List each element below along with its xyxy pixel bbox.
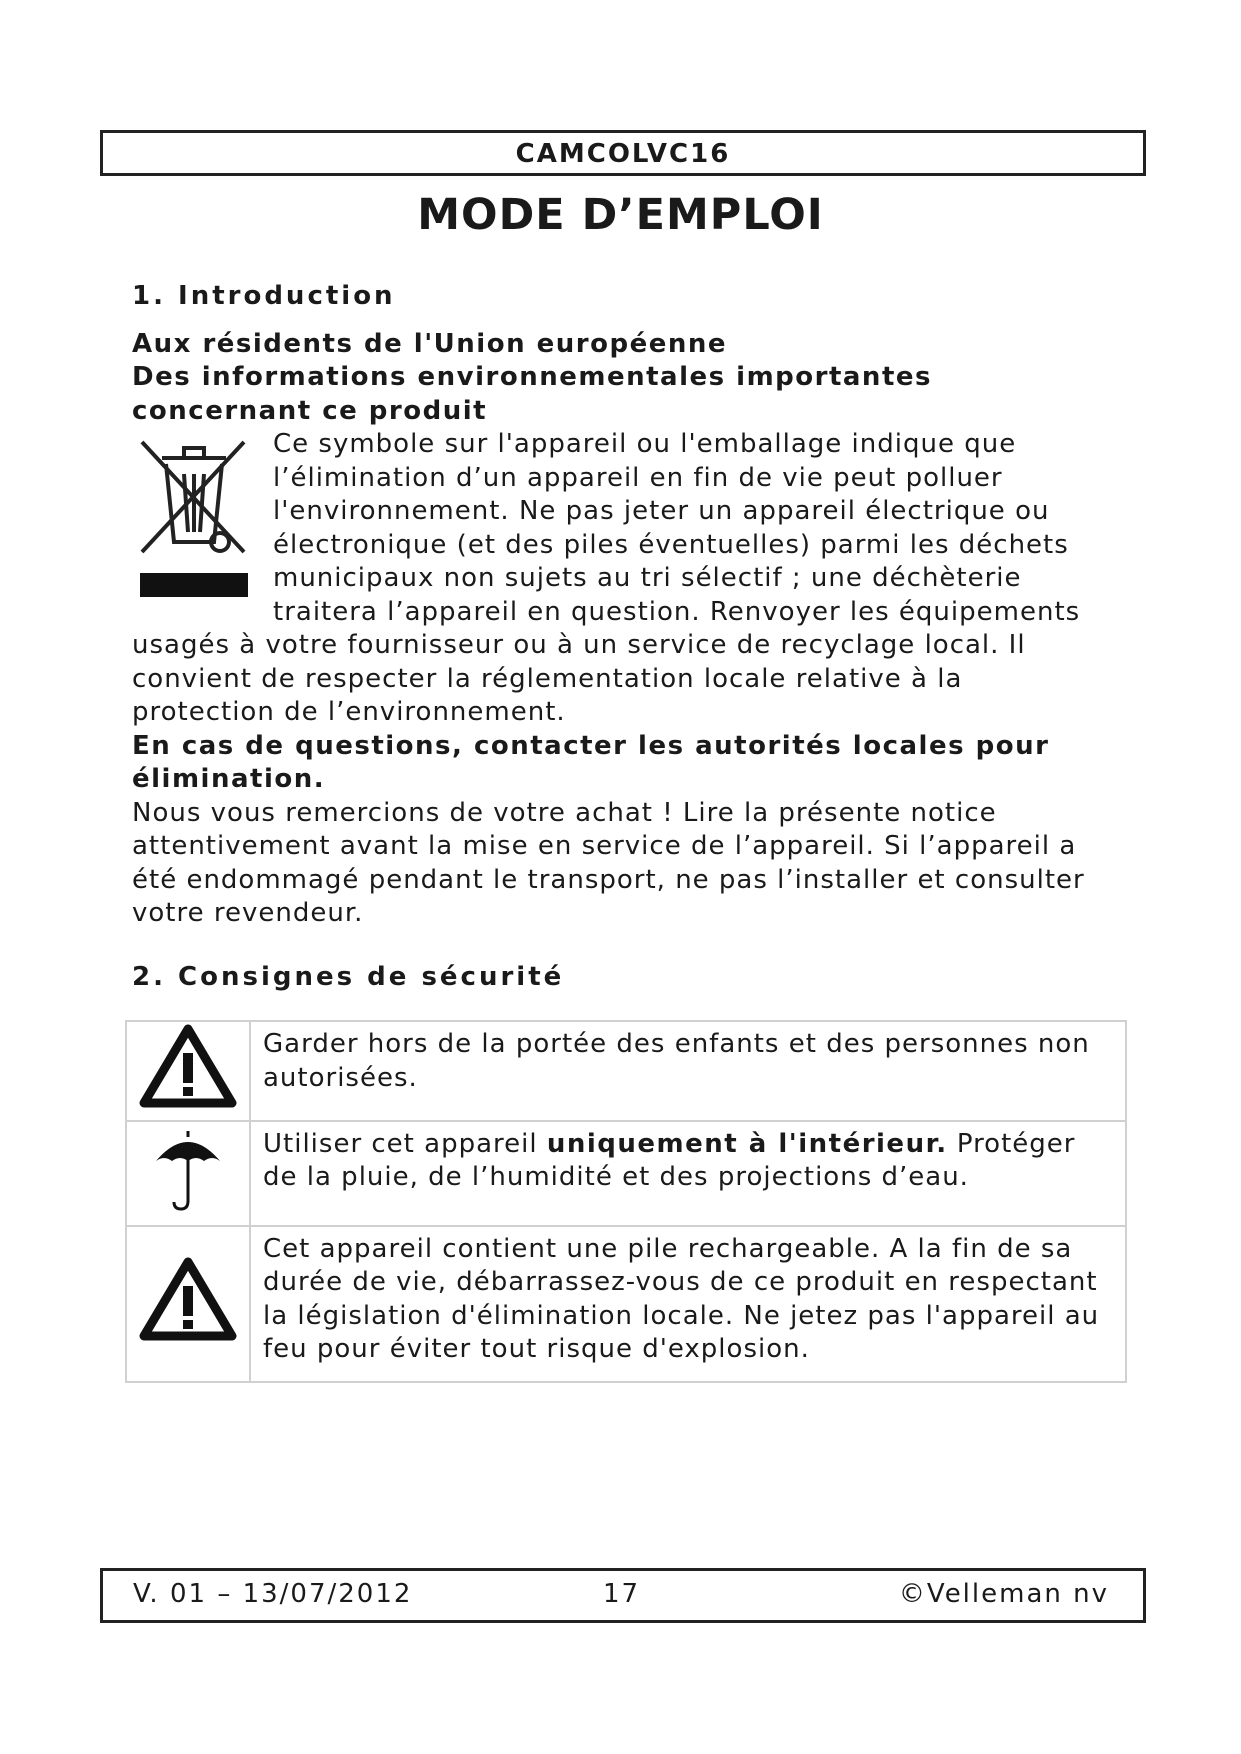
safety-text: Garder hors de la portée des enfants et des personnes non autorisées. — [250, 1021, 1126, 1121]
crossed-bin-icon — [132, 434, 252, 569]
page-title: MODE D’EMPLOI — [417, 190, 824, 240]
safety-row — [126, 1121, 1126, 1226]
safety-row — [126, 1021, 1126, 1121]
safety-table — [125, 1020, 1127, 1383]
environment-info-heading: Des informations environnementales importantes concernant ce produit — [132, 362, 932, 426]
main-content — [132, 280, 1112, 994]
umbrella-icon — [148, 1123, 228, 1213]
section-2-heading: 2. Consignes de sécurité — [132, 961, 565, 992]
weee-symbol — [132, 428, 267, 618]
warning-triangle-icon — [138, 1256, 238, 1342]
safety-text: Cet appareil contient une pile rechargeable. A la fin de sa durée de vie, débarrassez-vous de ce produit en respectant la législation d'élimination locale. Ne jetez pas l'appareil au feu pour éviter tout risque d'explosion. — [250, 1226, 1126, 1382]
safety-row — [126, 1226, 1126, 1382]
version-date: V. 01 – 13/07/2012 — [133, 1579, 413, 1609]
separate-collection-bar — [140, 573, 248, 597]
eu-residents-heading: Aux résidents de l'Union européenne — [132, 328, 727, 359]
page-number: 17 — [603, 1579, 641, 1609]
safety-text: Utiliser cet appareil uniquement à l'intérieur. Protéger de la pluie, de l’humidité et des projections d’eau. — [250, 1121, 1126, 1226]
section-1-heading: 1. Introduction — [132, 281, 396, 311]
model-number: CAMCOLVC16 — [515, 139, 731, 169]
warning-triangle-icon — [138, 1023, 238, 1109]
weee-block — [132, 428, 1112, 730]
header-box — [100, 130, 1146, 176]
thanks-paragraph: Nous vous remercions de votre achat ! Lire la présente notice attentivement avant la mise en service de l’appareil. Si l’appareil a été endommagé pendant le transport, ne pas l’installer et consulter votre revendeur. — [132, 797, 1085, 928]
weee-text: Ce symbole sur l'appareil ou l'emballage indique que l’élimination d’un appareil en fin de vie peut polluer l'environnement. Ne pas jeter un appareil électrique ou électronique (et des piles éventuelles) parmi les déchets municipaux non sujets au tri sélectif ; une déchèterie traitera l’appareil en question. Renvoyer les équipements usagés à votre fournisseur ou à un service de recyclage local. Il convient de respecter la réglementation locale relative à la protection de l’environnement. — [132, 429, 1081, 727]
copyright: ©Velleman nv — [898, 1579, 1109, 1609]
footer — [100, 1568, 1146, 1623]
contact-authorities: En cas de questions, contacter les autorités locales pour élimination. — [132, 730, 1050, 794]
